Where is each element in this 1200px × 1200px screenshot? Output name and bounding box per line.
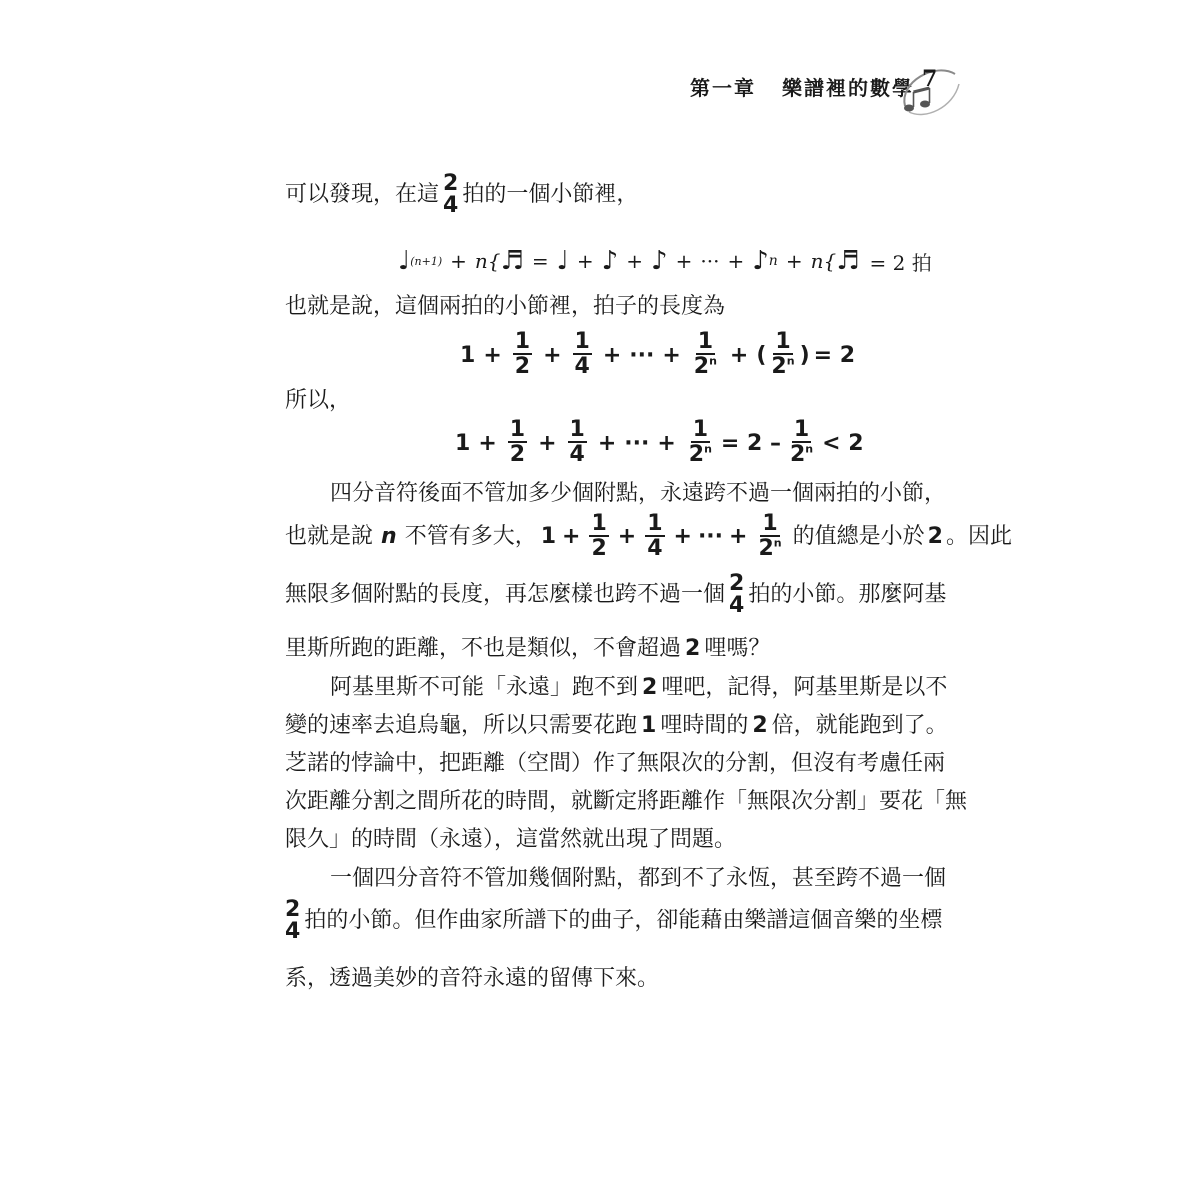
flagged-note-icon: ♪ [752, 246, 769, 276]
paragraph-line [285, 570, 946, 620]
page-number: 7 [922, 66, 938, 92]
n-brace-label: n{ [474, 249, 501, 273]
text-span: 可以發現，在這 [285, 182, 440, 207]
text-span: 拍的小節。但作曲家所譜下的曲子，卻能藉由樂譜這個音樂的坐標 [304, 908, 943, 933]
equation-sum-inequality: 1 + $\frac{1}{2}$ + $\frac{1}{4}$ + ··· + $\frac{1}{2^n}$ = 2 – $\frac{1}{2^n}$ < 2 [455, 417, 864, 468]
n-superscript: n [768, 253, 778, 269]
chapter-label: 第一章 [690, 76, 756, 100]
time-signature [443, 173, 458, 217]
note-equation [398, 244, 932, 278]
time-signature: 2 4 [729, 571, 745, 618]
paragraph-line: 限久」的時間（永遠），這當然就出現了問題。 [285, 827, 737, 852]
text-span: 拍的一個小節裡， [462, 182, 639, 207]
equals-two-beats: = 2 拍 [869, 250, 932, 275]
text-span: 里斯所跑的距離，不也是類似，不會超過 [285, 636, 682, 661]
math-term: 1 [455, 430, 471, 456]
plus-sign: + [675, 249, 693, 273]
chapter-title: 樂譜裡的數學 [782, 76, 914, 100]
paragraph-line [285, 715, 948, 737]
paragraph-line: 一個四分音符不管加幾個附點，都到不了永恆，甚至跨不過一個 [330, 866, 947, 891]
fraction-2n: $\frac{1}{2^n}$ [693, 329, 717, 380]
ellipsis: ··· [700, 249, 720, 273]
paragraph-line: 四分音符後面不管加多少個附點，永遠跨不過一個兩拍的小節， [330, 481, 947, 506]
variable-n: n [381, 524, 397, 549]
paragraph-line: 芝諾的悖論中，把距離（空間）作了無限次的分割，但沒有考慮任兩 [285, 751, 946, 776]
text-line: 也就是說，這個兩拍的小節裡，拍子的長度為 [285, 294, 726, 319]
fraction-2n: $\frac{1}{2^n}$ [771, 329, 795, 380]
chapter-heading [690, 72, 914, 101]
math-term: 1 [460, 342, 476, 368]
fraction-quarter: $\frac{1}{4}$ [569, 417, 585, 468]
paragraph-line [285, 638, 770, 660]
math-term: < 2 [822, 430, 864, 456]
math-term: 2 [927, 524, 943, 549]
ts-numerator: 2 [443, 171, 459, 196]
text-span: 無限多個附點的長度，再怎麼樣也跨不過一個 [285, 582, 726, 607]
fraction-quarter: $\frac{1}{4}$ [574, 329, 590, 380]
ts-denominator: 4 [443, 193, 459, 218]
plus-sign: + [727, 249, 745, 273]
text-span: 阿基里斯不可能「永遠」跑不到 [330, 675, 639, 700]
plus-sign: + [450, 249, 467, 273]
paren: ( [756, 342, 767, 368]
n-brace-label: n{ [810, 249, 837, 273]
text-line: 所以， [285, 388, 352, 413]
text-span: 變的速率去追烏龜，所以只需要花跑 [285, 713, 638, 738]
dots-count-label: (n+1) [410, 254, 443, 268]
text-span: 不管有多大， [404, 524, 537, 549]
sixteenth-notes-icon: ♬ [836, 246, 860, 276]
paren: ) [799, 342, 810, 368]
ellipsis: ··· [697, 524, 724, 549]
plus-sign: + [626, 249, 643, 273]
text-line [285, 170, 638, 220]
math-term: 2 [685, 636, 701, 661]
quarter-note-icon: ♩ [556, 246, 569, 276]
math-term: = 2 [813, 342, 856, 368]
ellipsis: ··· [624, 430, 650, 456]
math-term: = 2 – [720, 430, 781, 456]
fraction-2n: $\frac{1}{2^n}$ [688, 417, 712, 468]
math-term: 2 [752, 713, 768, 738]
math-term: 1 [540, 524, 557, 549]
text-span: 倍，就能跑到了。 [771, 713, 948, 738]
paragraph-line: 系，透過美妙的音符永遠的留傳下來。 [285, 966, 660, 991]
text-span: 也就是說 [285, 524, 374, 549]
eighth-note-icon: ♪ [601, 246, 619, 276]
text-span: 哩時間的 [660, 713, 749, 738]
math-term: 1 [641, 713, 657, 738]
math-term: 2 [642, 675, 658, 700]
paragraph-line: 次距離分割之間所花的時間，就斷定將距離作「無限次分割」要花「無 [285, 789, 968, 814]
fraction-half: $\frac{1}{2}$ [514, 329, 531, 380]
equation-sum-bracket: 1 + $\frac{1}{2}$ + $\frac{1}{4}$ + ··· + $\frac{1}{2^n}$ + ( $\frac{1}{2^n}$ ) = 2 [460, 329, 856, 380]
text-span: 拍的小節。那麼阿基 [748, 582, 947, 607]
fraction-2n: $\frac{1}{2^n}$ [789, 417, 814, 468]
text-span: 。因此 [945, 524, 1012, 549]
text-span: 哩嗎？ [704, 636, 771, 661]
ellipsis: ··· [629, 342, 655, 368]
paragraph-line [285, 896, 942, 946]
text-span: 哩吧，記得，阿基里斯是以不 [661, 675, 948, 700]
sixteenth-notes-icon: ♬ [500, 246, 524, 276]
running-header [690, 62, 990, 122]
plus-sign: + [576, 249, 594, 273]
fraction-half: $\frac{1}{2}$ [509, 417, 526, 468]
fraction-half: $\frac{1}{2}$ [591, 511, 607, 562]
fraction-quarter: $\frac{1}{4}$ [647, 511, 663, 562]
equals-sign: = [531, 249, 549, 273]
paragraph-line: 也就是說 n 不管有多大， 1 + $\frac{1}{2}$ + $\frac{1}{4}$ + ··· + $\frac{1}{2^n}$ 的值總是小於 2 。因此 [285, 511, 1012, 562]
plus-sign: + [785, 249, 803, 273]
paragraph-line [330, 677, 947, 699]
text-span: 的值總是小於 [792, 524, 925, 549]
sixteenth-note-icon: ♪ [651, 246, 668, 276]
fraction-2n: $\frac{1}{2^n}$ [758, 511, 782, 562]
time-signature: 2 4 [285, 897, 301, 944]
dotted-quarter-note-icon: ♩ [398, 246, 411, 276]
